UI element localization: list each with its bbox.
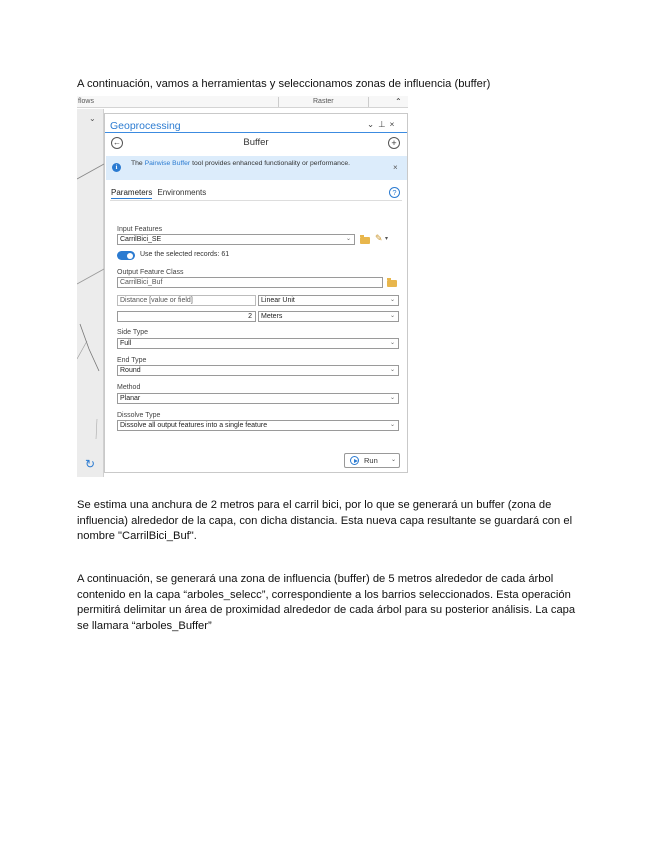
- ribbon-left-label: flows: [78, 98, 94, 105]
- info-icon: i: [112, 163, 121, 172]
- add-icon[interactable]: +: [388, 137, 400, 149]
- chevron-down-icon[interactable]: ▾: [385, 236, 389, 242]
- input-features-field[interactable]: CarrilBici_SE ⌄: [117, 234, 355, 245]
- chevron-down-icon: ⌄: [389, 395, 395, 401]
- geoprocessing-screenshot: [77, 96, 408, 477]
- pane-title: Geoprocessing: [110, 120, 181, 132]
- output-feature-class-label: Output Feature Class: [117, 269, 184, 276]
- distance-label: Distance [value or field]: [117, 295, 256, 306]
- pane-tabs: [111, 188, 206, 197]
- info-text: The Pairwise Buffer tool provides enhanced functionality or performance.: [131, 160, 351, 167]
- map-lines: [77, 109, 104, 477]
- distance-value-field[interactable]: 2: [117, 311, 256, 322]
- use-selected-label: Use the selected records: 61: [140, 251, 230, 258]
- chevron-down-icon: ⌄: [389, 340, 395, 346]
- method-select[interactable]: Planar ⌄: [117, 393, 399, 404]
- pane-controls[interactable]: [367, 119, 399, 130]
- refresh-icon[interactable]: ↻: [84, 457, 96, 471]
- pin-icon[interactable]: ⊥: [378, 119, 390, 129]
- pane-menu-icon[interactable]: ⌄: [367, 119, 379, 129]
- distance-unit-select[interactable]: Meters ⌄: [258, 311, 399, 322]
- chevron-down-icon: ⌄: [345, 236, 351, 242]
- map-view-strip: [77, 109, 104, 477]
- distance-type-select[interactable]: Linear Unit ⌄: [258, 295, 399, 306]
- geoprocessing-pane: [104, 113, 408, 473]
- method-label: Method: [117, 384, 141, 391]
- back-arrow-icon[interactable]: ←: [113, 138, 121, 147]
- end-type-select[interactable]: Round ⌄: [117, 365, 399, 376]
- intro-paragraph: A continuación, vamos a herramientas y seleccionamos zonas de influencia (buffer): [77, 78, 491, 90]
- dissolve-type-label: Dissolve Type: [117, 412, 161, 419]
- ribbon-bar: [77, 96, 408, 108]
- end-type-label: End Type: [117, 357, 147, 364]
- pencil-icon[interactable]: ✎: [375, 233, 383, 243]
- side-type-select[interactable]: Full ⌄: [117, 338, 399, 349]
- chevron-down-icon: ⌄: [389, 422, 395, 428]
- chevron-down-icon: ⌄: [389, 367, 395, 373]
- run-icon: [350, 456, 359, 465]
- dissolve-type-select[interactable]: Dissolve all output features into a single feature ⌄: [117, 420, 399, 431]
- input-features-label: Input Features: [117, 226, 163, 233]
- ribbon-raster-label[interactable]: Raster: [313, 98, 334, 105]
- side-type-label: Side Type: [117, 329, 149, 336]
- folder-icon[interactable]: [387, 280, 397, 287]
- use-selected-toggle[interactable]: [117, 251, 135, 260]
- run-button[interactable]: [344, 453, 400, 468]
- chevron-down-icon[interactable]: ⌄: [391, 457, 397, 463]
- tab-environments[interactable]: Environments: [157, 188, 207, 197]
- run-label: Run: [364, 456, 378, 465]
- info-banner: [106, 156, 407, 180]
- pairwise-buffer-link[interactable]: Pairwise Buffer: [144, 160, 191, 167]
- folder-icon[interactable]: [360, 237, 370, 244]
- collapse-ribbon-icon[interactable]: ⌃: [395, 97, 402, 106]
- close-info-icon[interactable]: ×: [393, 163, 398, 172]
- chevron-down-icon[interactable]: ⌄: [89, 114, 96, 123]
- help-icon[interactable]: ?: [389, 187, 400, 198]
- paragraph-tree-buffer: A continuación, se generará una zona de influencia (buffer) de 5 metros alrededor de cada árbol contenido en la capa “arboles_selecc”, correspondiente a los barrios seleccionados. Esta operación permitirá delimitar un área de proximidad alrededor de cada árbol para su posterior análisis. La capa se llamara “arboles_Buffer”: [77, 573, 576, 632]
- output-feature-class-field[interactable]: CarrilBici_Buf: [117, 277, 383, 288]
- tab-parameters[interactable]: Parameters: [111, 188, 153, 197]
- paragraph-width-estimate: Se estima una anchura de 2 metros para el carril bici, por lo que se generará un buffer (zona de influencia) alrededor de la capa, con dicha distancia. Esta nueva capa resultante se guardará con el nombre "CarrilBici_Buf".: [77, 499, 573, 542]
- chevron-down-icon: ⌄: [389, 313, 395, 319]
- chevron-down-icon: ⌄: [389, 297, 395, 303]
- tool-name: Buffer: [243, 137, 269, 148]
- close-icon[interactable]: ×: [389, 119, 399, 129]
